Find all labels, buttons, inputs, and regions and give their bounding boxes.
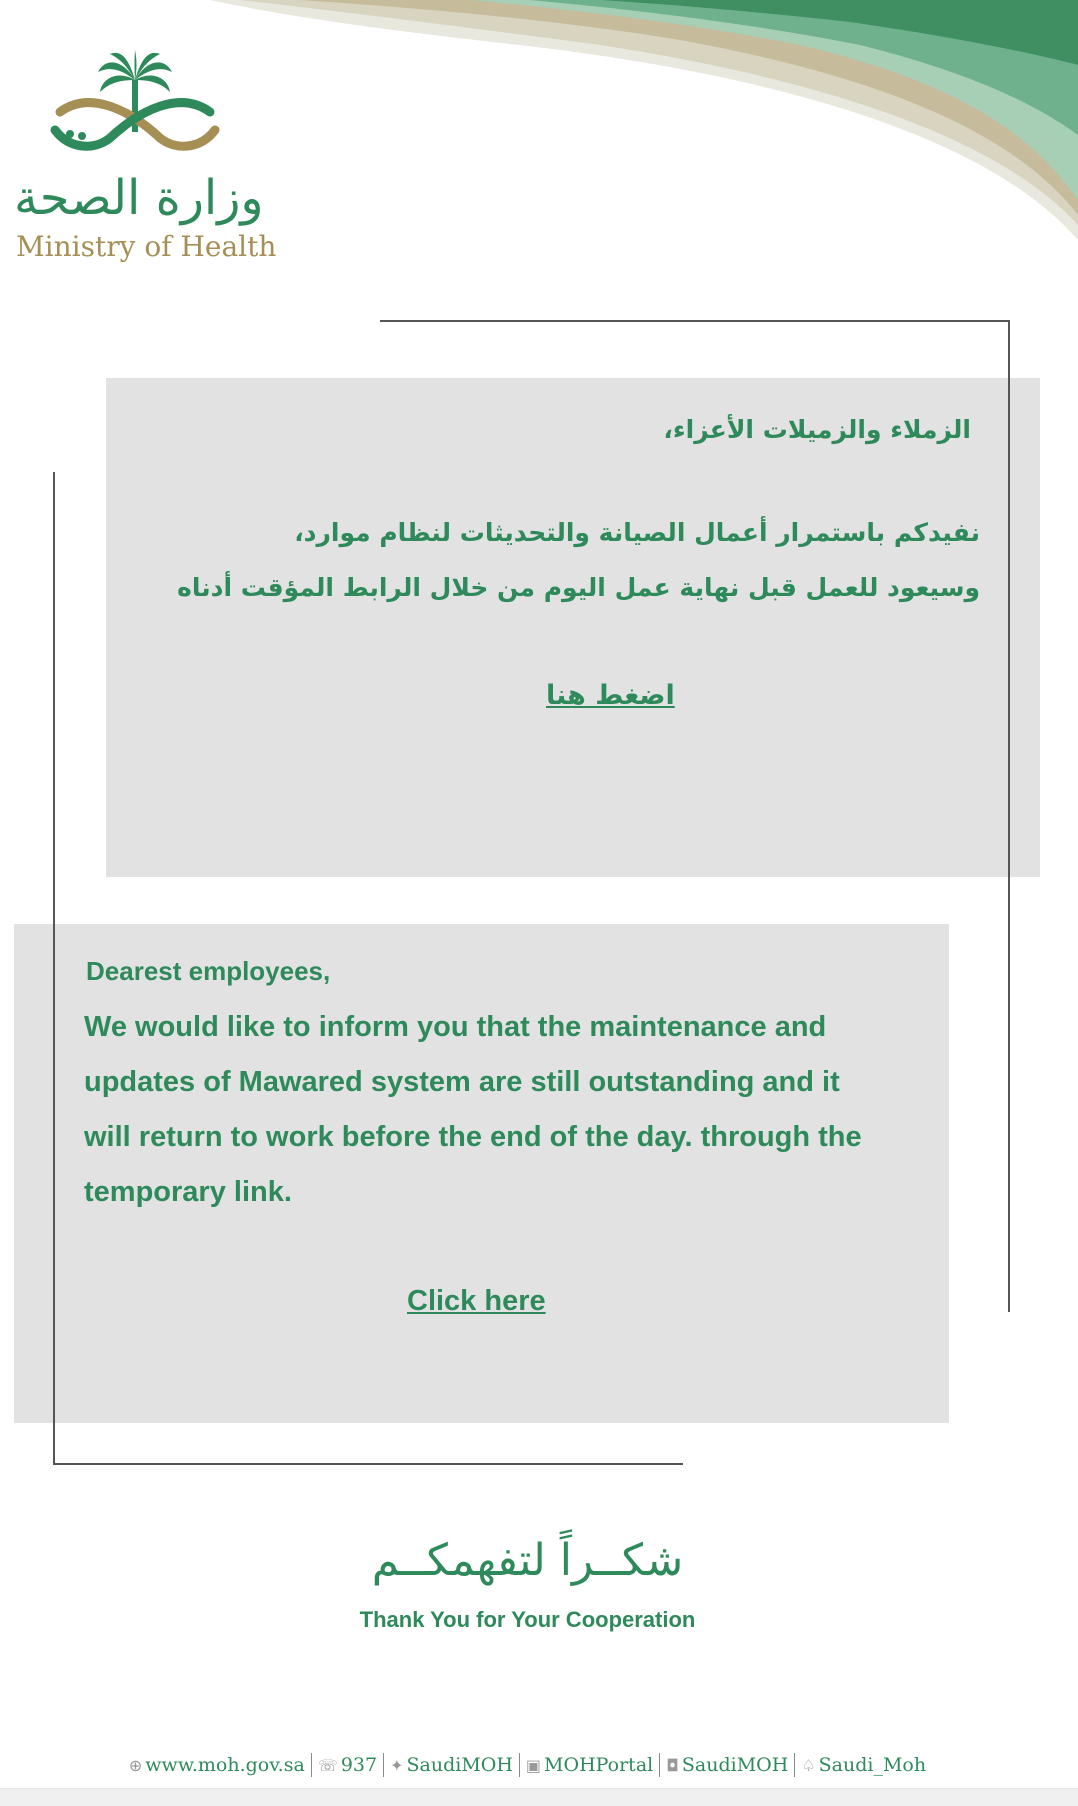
arabic-message-line-2: وسيعود للعمل قبل نهاية عمل اليوم من خلال الرابط المؤقت أدناه [177,573,980,602]
palm-swords-emblem-icon [10,50,260,170]
footer-website[interactable] [129,1754,305,1776]
bottom-strip [0,1788,1078,1806]
footer-divider [383,1753,384,1777]
english-greeting: Dearest employees, [86,956,331,986]
footer-youtube-label: MOHPortal [544,1754,654,1776]
instagram-icon: ◘ [666,1756,679,1775]
english-click-here-link[interactable]: Click here [407,1285,546,1317]
footer-phone-label: 937 [340,1754,378,1776]
frame-line-left [53,472,55,1465]
thank-you-english: Thank You for Your Cooperation [359,1607,696,1632]
globe-icon: ⊕ [128,1756,143,1775]
arabic-greeting: الزملاء والزميلات الأعزاء، [663,415,971,444]
footer-snapchat[interactable] [801,1754,926,1776]
footer-twitter-label: SaudiMOH [406,1754,513,1776]
phone-icon: ☏ [317,1756,338,1775]
logo-english-text: Ministry of Health [16,230,277,263]
footer-twitter[interactable] [390,1754,513,1776]
footer-youtube[interactable] [526,1754,653,1776]
footer-contact-bar [0,1753,1055,1777]
twitter-icon: ✦ [390,1756,404,1775]
frame-line-top [380,320,1010,322]
footer-divider [794,1753,795,1777]
thank-you-arabic: شكــراً لتفهمكــم [371,1535,684,1586]
arabic-click-here-link[interactable]: اضغط هنا [546,680,675,711]
english-message-body: We would like to inform you that the maintenance and updates of Mawared system are still outstanding and it will return to work before the end of the day. through the temporary link. [84,1011,862,1208]
arabic-notice-box [106,378,1040,877]
arabic-message-line-1: نفيدكم باستمرار أعمال الصيانة والتحديثات لنظام موارد، [294,518,980,547]
footer-snapchat-label: Saudi_Moh [818,1754,927,1776]
footer-instagram[interactable] [666,1754,788,1776]
youtube-icon: ▣ [525,1756,542,1775]
frame-line-right [1008,320,1010,1312]
footer-phone[interactable] [318,1754,377,1776]
frame-line-bottom [53,1463,683,1465]
footer-divider [659,1753,660,1777]
footer-website-label: www.moh.gov.sa [145,1754,305,1776]
footer-divider [311,1753,312,1777]
logo-arabic-text: وزارة الصحة [14,170,264,226]
footer-divider [519,1753,520,1777]
snapchat-icon: ♤ [801,1756,816,1775]
footer-instagram-label: SaudiMOH [681,1754,789,1776]
